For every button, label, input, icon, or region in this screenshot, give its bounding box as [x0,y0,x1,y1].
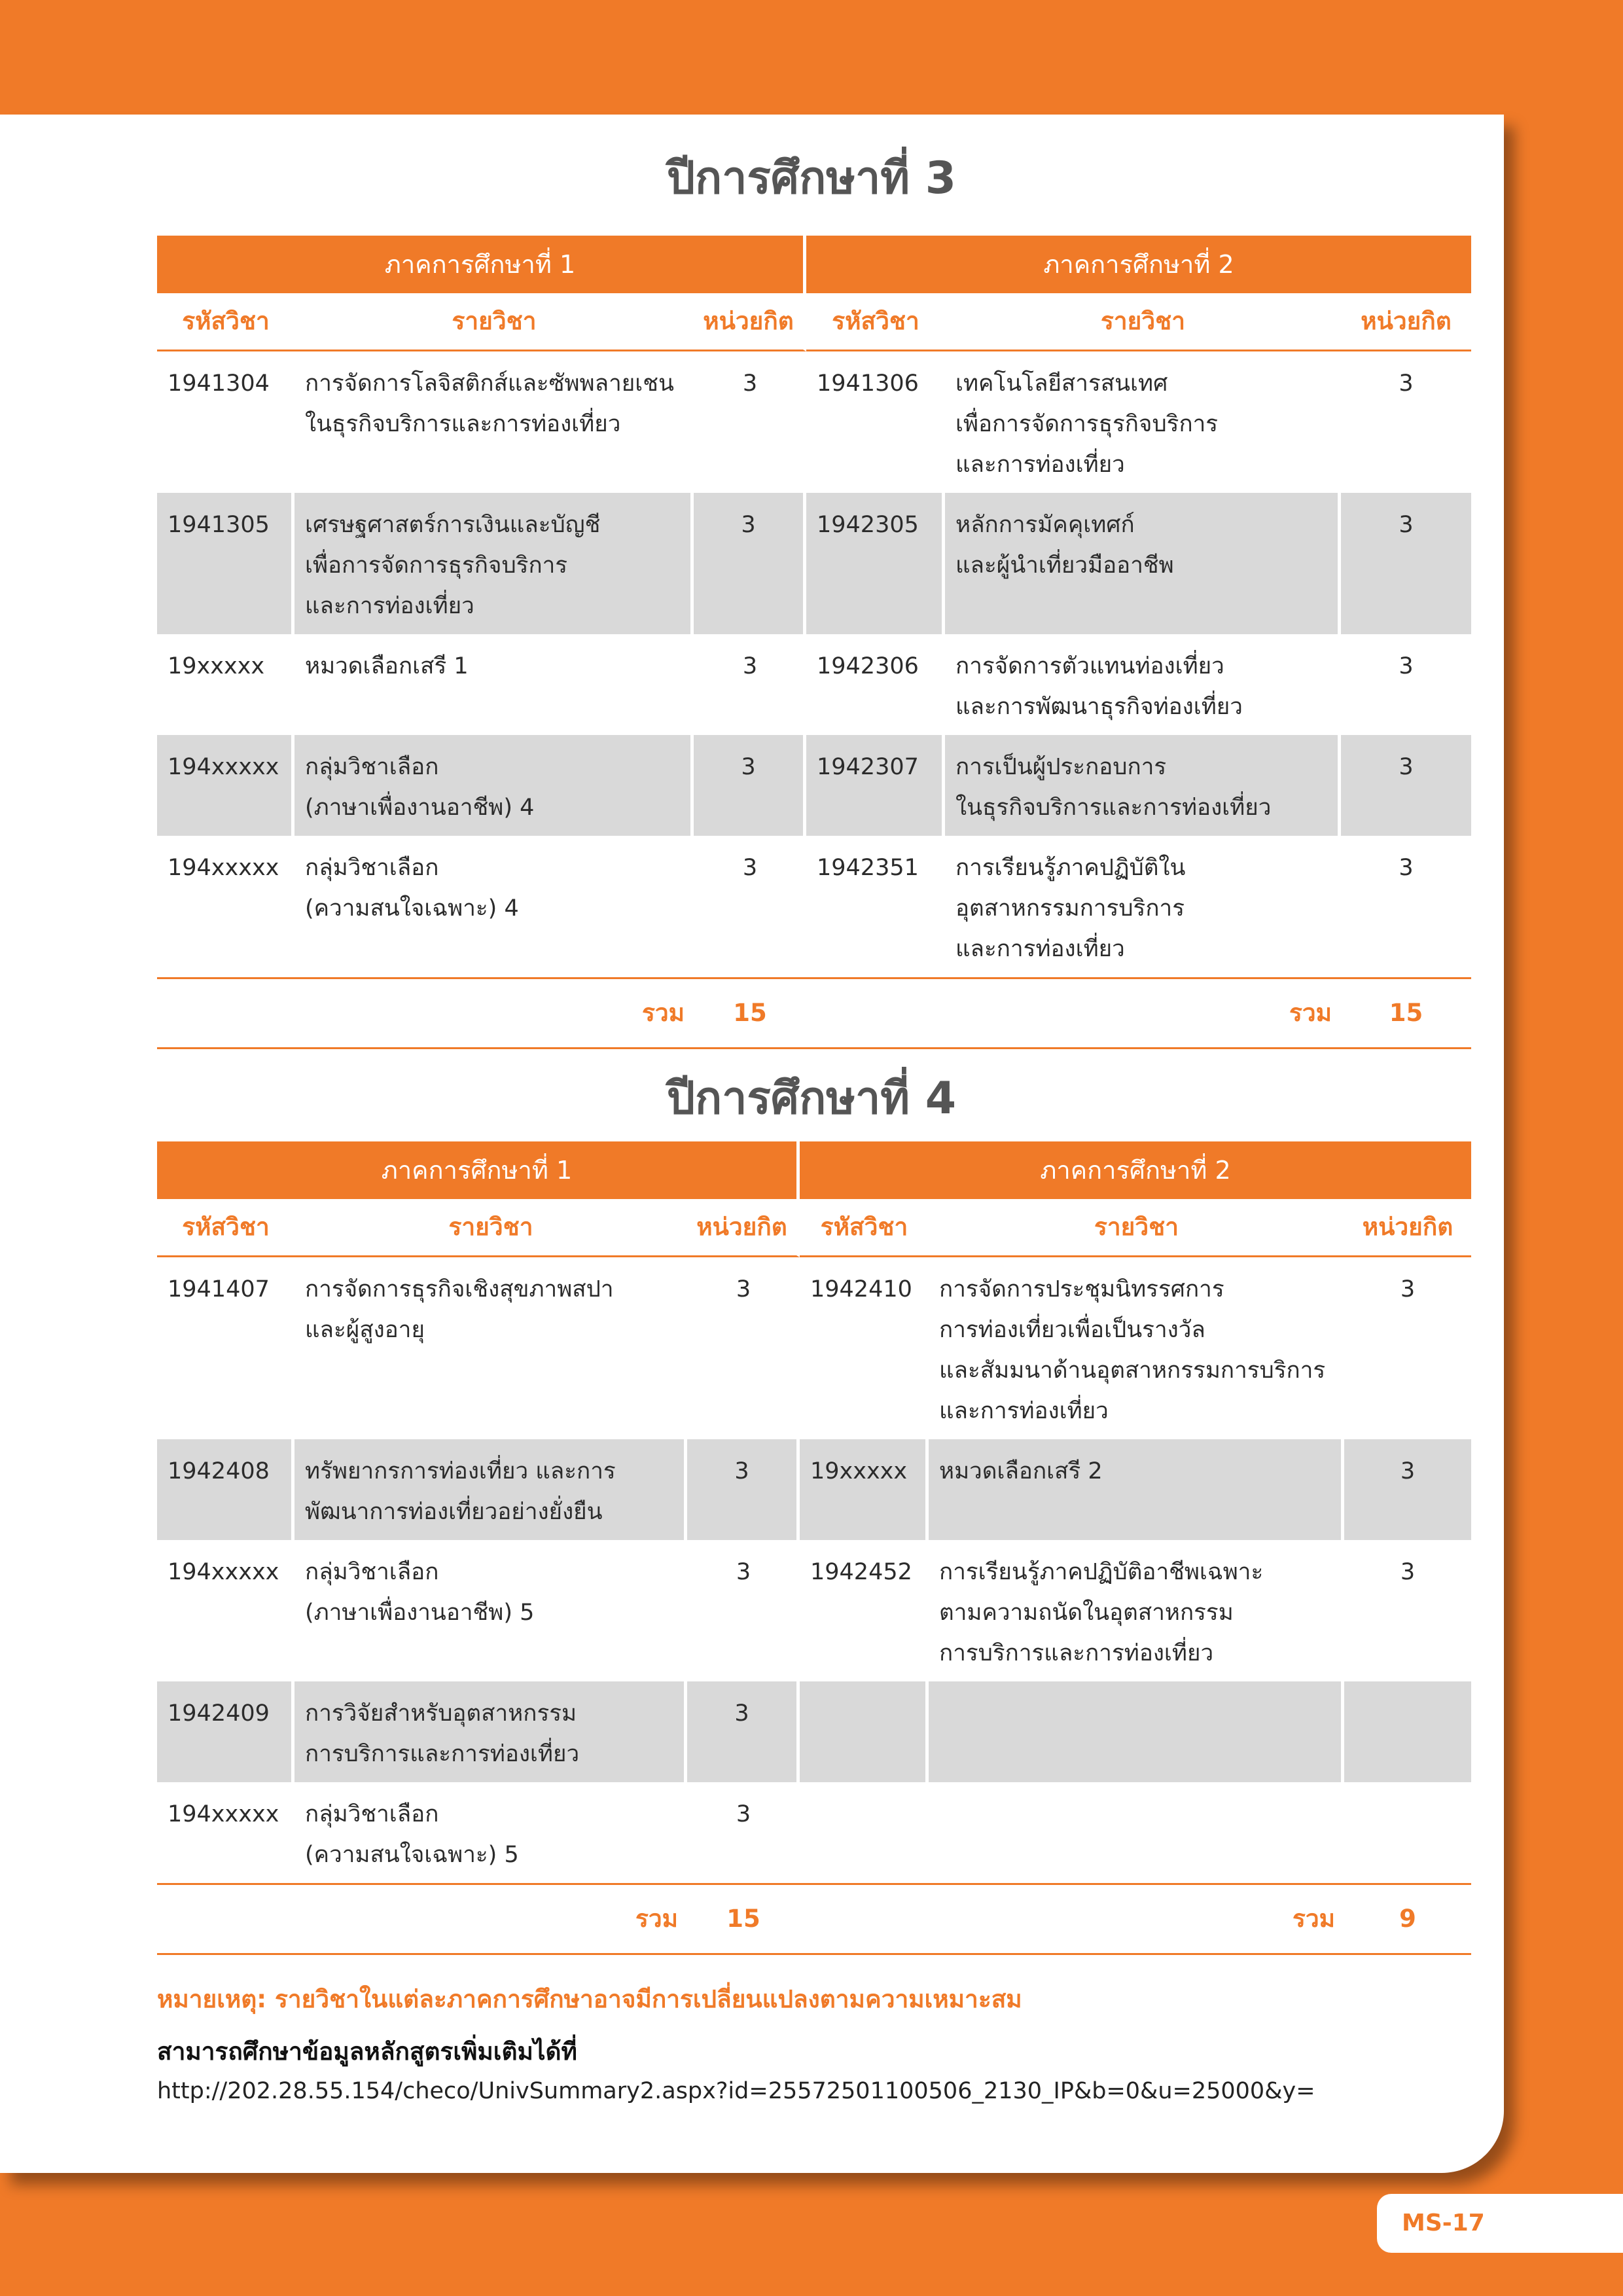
table-row [157,735,1471,836]
course-name [929,1782,1344,1883]
course-name: กลุ่มวิชาเลือก (ความสนใจเฉพาะ) 4 [305,855,519,922]
table-row [157,836,1471,977]
course-code: 1941304 [168,370,270,397]
course-credits: 3 [1341,735,1471,836]
course-code: 1942305 [806,493,945,634]
table-row [157,351,1471,493]
course-code: 1942410 [810,1276,912,1302]
course-code: 19xxxxx [800,1439,929,1540]
total-label: รวม [800,1883,1344,1955]
course-name: การวิจัยสำหรับอุตสาหกรรม การบริการและการท่องเที่ยว [294,1681,687,1782]
course-code: 1941306 [817,370,919,397]
course-code: 1942408 [157,1439,294,1540]
course-credits: 3 [687,1681,800,1782]
column-header-name: รายวิชา [294,1199,687,1257]
course-name [929,1681,1344,1782]
course-code: 1942452 [810,1559,912,1585]
course-credits: 3 [1344,1439,1471,1540]
table-row [157,1257,1471,1439]
course-credits: 3 [742,855,758,881]
course-credits: 3 [736,1801,751,1827]
course-name: เศรษฐศาสตร์การเงินและบัญชี เพื่อการจัดการธุรกิจบริการ และการท่องเที่ยว [294,493,694,634]
course-code: 1941407 [168,1276,270,1302]
course-name: เทคโนโลยีสารสนเทศ เพื่อการจัดการธุรกิจบริการ และการท่องเที่ยว [955,370,1219,478]
table-row [157,1681,1471,1782]
course-credits: 3 [1400,1559,1416,1585]
year-4-semester-1-header: ภาคการศึกษาที่ 1 [157,1141,800,1199]
course-credits: 3 [1399,653,1414,679]
table-row [157,1782,1471,1883]
column-header-code: รหัสวิชา [800,1199,929,1257]
course-credits: 3 [742,370,758,397]
more-info-label: สามารถศึกษาข้อมูลหลักสูตรเพิ่มเติมได้ที่ [157,2037,577,2066]
course-name: กลุ่มวิชาเลือก (ภาษาเพื่องานอาชีพ) 4 [294,735,694,836]
column-header-credits: หน่วยกิต [1341,293,1471,351]
year-4-table [157,1141,1471,1955]
course-code: 1942409 [157,1681,294,1782]
course-name: หมวดเลือกเสรี 1 [305,653,469,679]
course-code: 194xxxxx [168,1559,279,1585]
course-code: 194xxxxx [157,735,294,836]
total-credits-semester-2: 15 [1341,977,1471,1049]
column-header-code: รหัสวิชา [157,1199,294,1257]
year-3-semester-1-header: ภาคการศึกษาที่ 1 [157,236,806,293]
course-name: ทรัพยากรการท่องเที่ยว และการ พัฒนาการท่องเที่ยวอย่างยั่งยืน [294,1439,687,1540]
table-row [157,1540,1471,1681]
course-credits: 3 [736,1559,751,1585]
column-header-credits: หน่วยกิต [687,1199,800,1257]
column-header-credits: หน่วยกิต [694,293,806,351]
course-credits: 3 [1400,1276,1416,1302]
course-code: 1942306 [817,653,919,679]
course-name: กลุ่มวิชาเลือก (ความสนใจเฉพาะ) 5 [305,1801,519,1868]
table-row [157,493,1471,634]
course-code: 19xxxxx [168,653,265,679]
course-name: กลุ่มวิชาเลือก (ภาษาเพื่องานอาชีพ) 5 [305,1559,535,1626]
total-credits-semester-1: 15 [687,1883,800,1955]
column-header-name: รายวิชา [929,1199,1344,1257]
course-credits: 3 [1399,370,1414,397]
course-name: หมวดเลือกเสรี 2 [929,1439,1344,1540]
course-credits [1344,1681,1471,1782]
remark-note: หมายเหตุ: รายวิชาในแต่ละภาคการศึกษาอาจมีการเปลี่ยนแปลงตามความเหมาะสม [157,1985,1022,2013]
course-credits: 3 [742,653,758,679]
total-row [157,977,1471,1049]
course-name: การเป็นผู้ประกอบการ ในธุรกิจบริการและการท่องเที่ยว [945,735,1341,836]
course-name: การเรียนรู้ภาคปฏิบัติอาชีพเฉพาะ ตามความถนัดในอุตสาหกรรม การบริการและการท่องเที่ยว [939,1559,1264,1666]
page-number: MS-17 [1377,2194,1623,2253]
total-row [157,1883,1471,1955]
course-credits: 3 [687,1439,800,1540]
course-name: การจัดการโลจิสติกส์และซัพพลายเชน ในธุรกิจบริการและการท่องเที่ยว [305,370,674,437]
course-code: 1942351 [817,855,919,881]
course-credits: 3 [694,735,806,836]
course-code: 1941305 [157,493,294,634]
column-header-name: รายวิชา [294,293,694,351]
course-code: 194xxxxx [168,1801,279,1827]
column-header-code: รหัสวิชา [157,293,294,351]
course-name: การจัดการธุรกิจเชิงสุขภาพสปา และผู้สูงอายุ [305,1276,614,1343]
column-header-name: รายวิชา [945,293,1341,351]
total-credits-semester-1: 15 [694,977,806,1049]
table-row [157,1439,1471,1540]
course-credits: 3 [694,493,806,634]
course-credits: 3 [736,1276,751,1302]
total-label: รวม [157,1883,687,1955]
course-credits: 3 [1341,493,1471,634]
year-3-table [157,236,1471,1049]
course-credits [1344,1782,1471,1883]
course-code: 194xxxxx [168,855,279,881]
course-name: การจัดการตัวแทนท่องเที่ยว และการพัฒนาธุรกิจท่องเที่ยว [955,653,1243,720]
year-4-semester-2-header: ภาคการศึกษาที่ 2 [800,1141,1471,1199]
table-row [157,634,1471,735]
year-3-title: ปีการศึกษาที่ 3 [666,152,957,204]
total-label: รวม [806,977,1341,1049]
column-header-credits: หน่วยกิต [1344,1199,1471,1257]
course-code [800,1681,929,1782]
course-name: การเรียนรู้ภาคปฏิบัติใน อุตสาหกรรมการบริการ และการท่องเที่ยว [955,855,1186,962]
course-credits: 3 [1399,855,1414,881]
course-code [800,1782,929,1883]
total-credits-semester-2: 9 [1344,1883,1471,1955]
curriculum-url-link[interactable]: http://202.28.55.154/checo/UnivSummary2.aspx?id=25572501100506_2130_IP&b=0&u=25000&y= [157,2078,1315,2104]
year-3-semester-2-header: ภาคการศึกษาที่ 2 [806,236,1471,293]
column-header-code: รหัสวิชา [806,293,945,351]
course-name: การจัดการประชุมนิทรรศการ การท่องเที่ยวเพื่อเป็นรางวัล และสัมมนาด้านอุตสาหกรรมการบริการ และการท่องเที่ยว [939,1276,1326,1424]
course-name: หลักการมัคคุเทศก์ และผู้นำเที่ยวมืออาชีพ [945,493,1341,634]
year-4-title: ปีการศึกษาที่ 4 [666,1073,957,1124]
course-code: 1942307 [806,735,945,836]
total-label: รวม [157,977,694,1049]
